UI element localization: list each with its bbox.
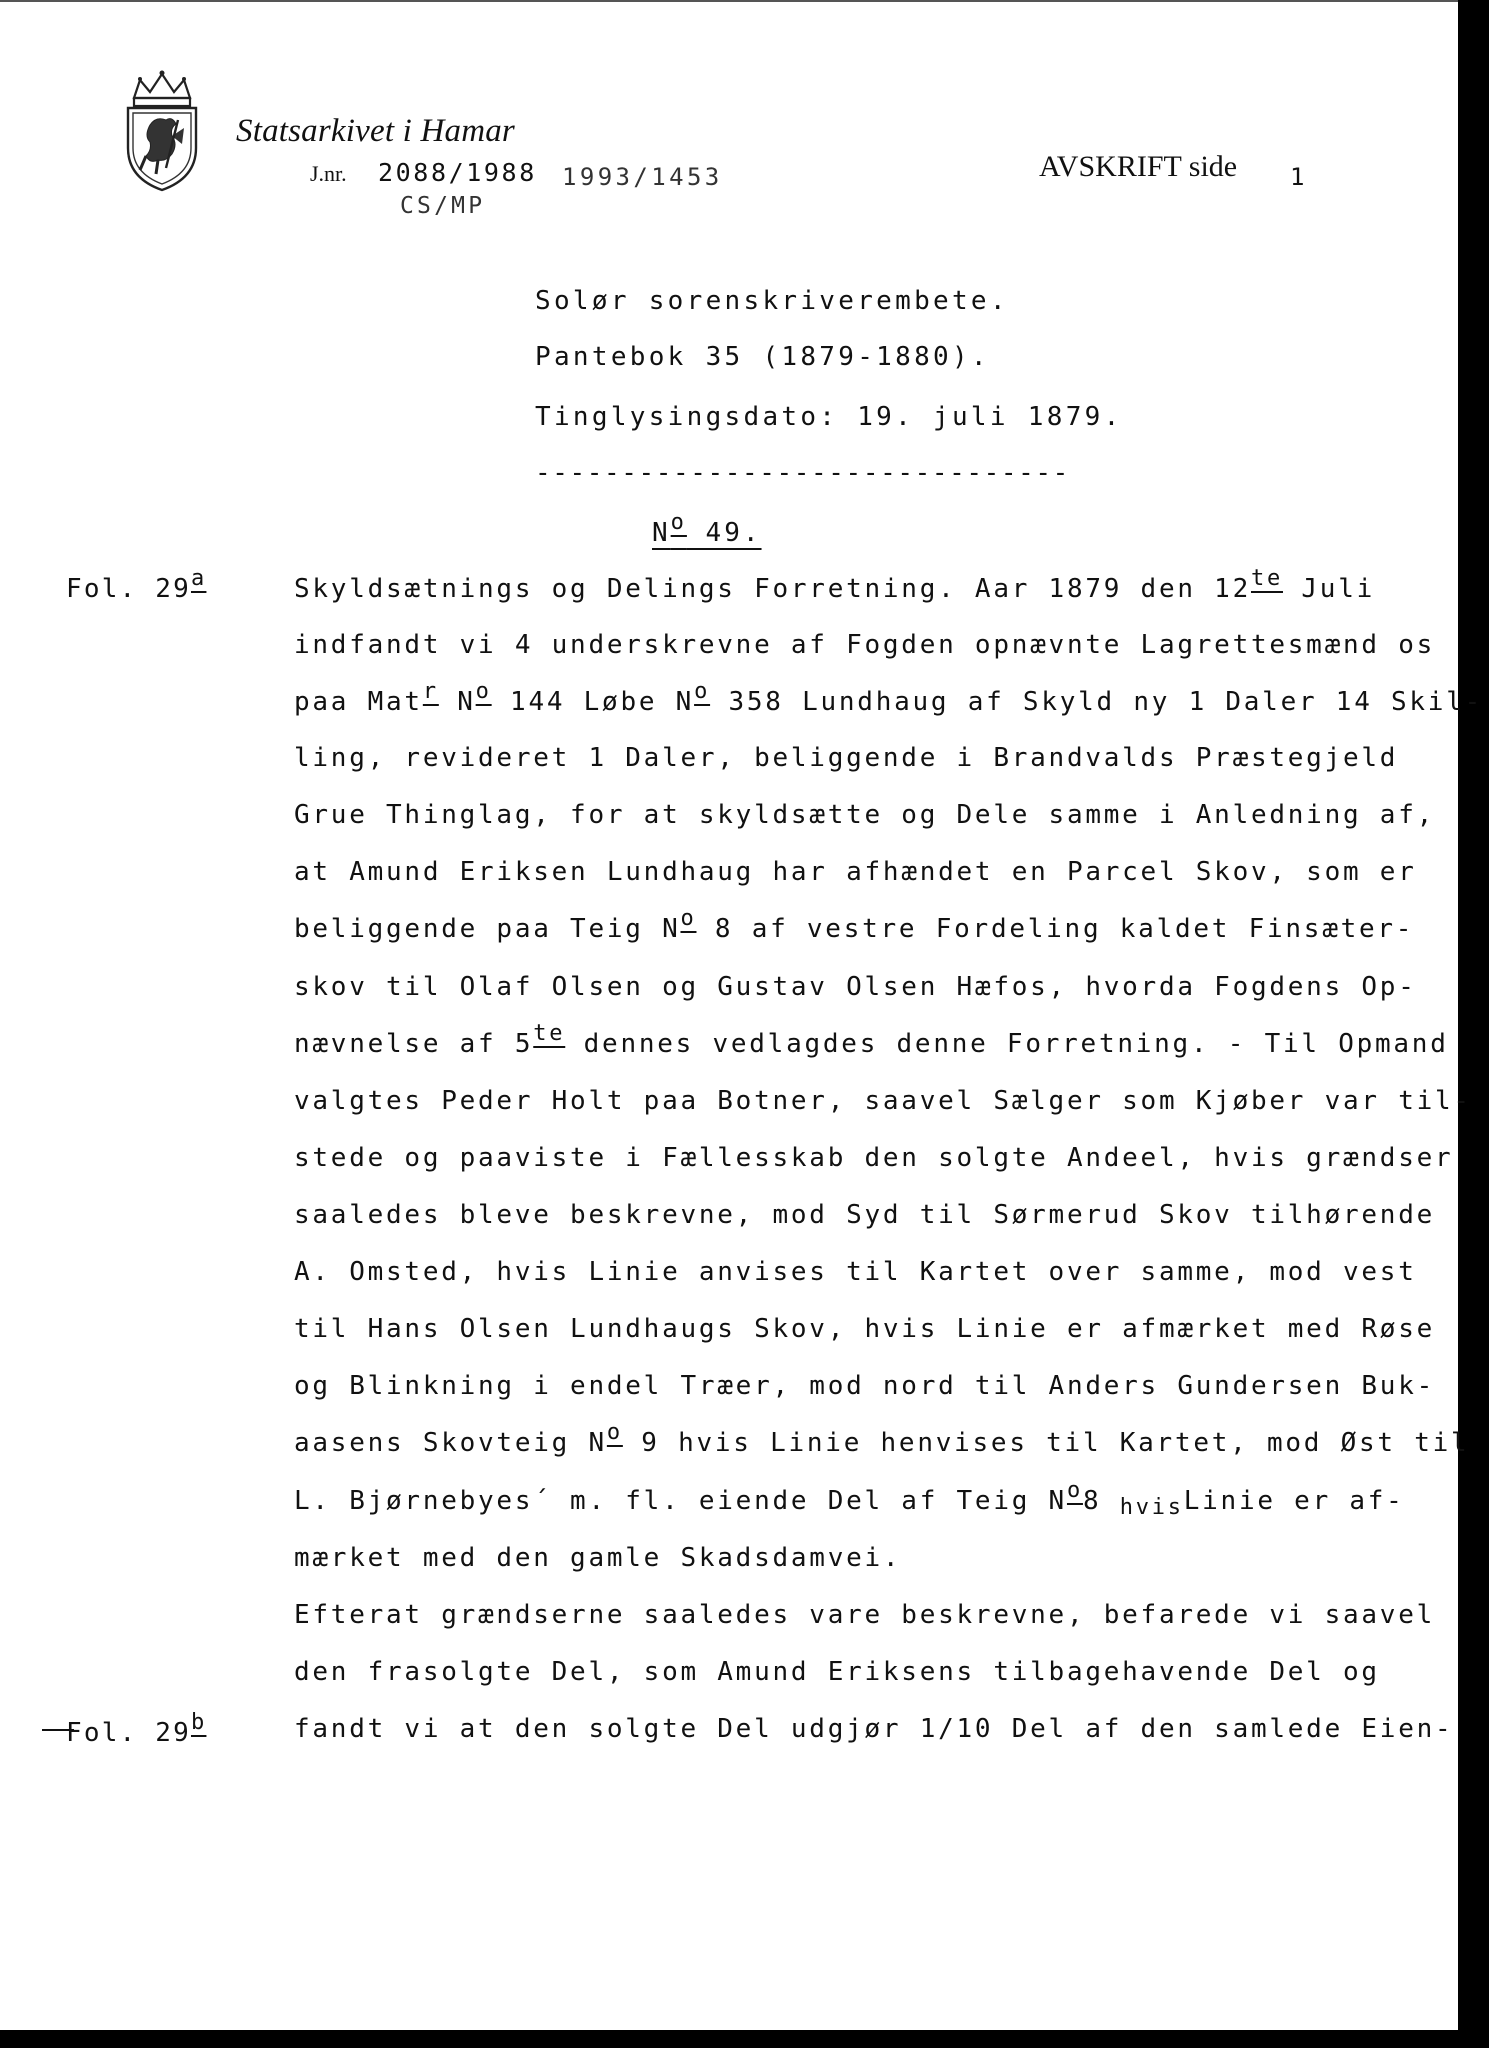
registration-date: Tinglysingsdato: 19. juli 1879. — [535, 402, 1123, 432]
entry-number: $N^o$ 49. — [652, 510, 762, 548]
jnr-label: J.nr. — [310, 161, 347, 186]
mortgage-book: Pantebok 35 (1879-1880). — [535, 342, 990, 372]
body-line-3: paa Mat$^r$ $N^o$ 144 Løbe $N^o$ 358 Lundhaug af Skyld ny 1 Daler 14 Skil- — [294, 679, 1484, 717]
separator-line: ------------------------------- — [535, 458, 1070, 488]
page-bottom-border — [0, 2030, 1489, 2048]
body-line-20: den frasolgte Del, som Amund Eriksens tilbagehavende Del og — [294, 1657, 1380, 1687]
folio-note-a: Fol. 29$^a$ — [66, 566, 207, 604]
body-line-13: A. Omsted, hvis Linie anvises til Kartet over samme, mod vest — [294, 1257, 1417, 1287]
body-line-17: L. Bjørnebyes´ m. fl. eiende Del af Teig $N^o8$ hvisLinie er af- — [294, 1478, 1405, 1520]
initials: CS/MP — [400, 193, 486, 219]
body-line-8: skov til Olaf Olsen og Gustav Olsen Hæfos, hvorda Fogdens Op- — [294, 972, 1417, 1002]
body-line-4: ling, revideret 1 Daler, beliggende i Brandvalds Præstegjeld — [294, 743, 1399, 773]
body-line-9: nævnelse af $5^{te}$ dennes vedlagdes denne Forretning. - Til Opmand — [294, 1021, 1449, 1059]
body-line-2: indfandt vi 4 underskrevne af Fogden opnævnte Lagrettesmænd os — [294, 630, 1436, 660]
body-line-10: valgtes Peder Holt paa Botner, saavel Sælger som Kjøber var til- — [294, 1086, 1472, 1116]
body-line-14: til Hans Olsen Lundhaugs Skov, hvis Linie er afmærket med Røse — [294, 1314, 1436, 1344]
body-line-19: Efterat grændserne saaledes vare beskrevne, befarede vi saavel — [294, 1600, 1436, 1630]
body-line-16: aasens Skovteig $N^o$ 9 hvis Linie henvises til Kartet, mod Øst til — [294, 1420, 1470, 1458]
stamp-number: 1993/1453 — [562, 163, 723, 191]
body-line-12: saaledes bleve beskrevne, mod Syd til Sørmerud Skov tilhørende — [294, 1200, 1436, 1230]
body-line-18: mærket med den gamle Skadsdamvei. — [294, 1543, 902, 1573]
body-line-11: stede og paaviste i Fællesskab den solgte Andeel, hvis grændser — [294, 1143, 1454, 1173]
page-right-border — [1458, 0, 1489, 2048]
body-line-1: Skyldsætnings og Delings Forretning. Aar 1879 den $12^{te}$ Juli — [294, 566, 1376, 604]
page-top-edge — [0, 0, 1458, 2]
archive-name: Statsarkivet i Hamar — [236, 113, 515, 149]
coat-of-arms-icon — [120, 70, 204, 194]
jnr-value: 2088/1988 — [378, 158, 537, 187]
folio-note-b: Fol. 29$^b$ — [66, 1710, 207, 1748]
body-line-6: at Amund Eriksen Lundhaug har afhændet en Parcel Skov, som er — [294, 857, 1417, 887]
body-line-21: fandt vi at den solgte Del udgjør 1/10 Del af den samlede Eien- — [294, 1714, 1454, 1744]
body-line-15: og Blinkning i endel Træer, mod nord til Anders Gundersen Buk- — [294, 1371, 1436, 1401]
page-number: 1 — [1290, 163, 1307, 191]
court-name: Solør sorenskriverembete. — [535, 286, 1009, 316]
body-line-7: beliggende paa Teig $N^o$ 8 af vestre Fordeling kaldet Finsæter- — [294, 906, 1415, 944]
body-line-5: Grue Thinglag, for at skyldsætte og Dele samme i Anledning af, — [294, 800, 1436, 830]
avskrift-label: AVSKRIFT side — [1039, 150, 1238, 183]
